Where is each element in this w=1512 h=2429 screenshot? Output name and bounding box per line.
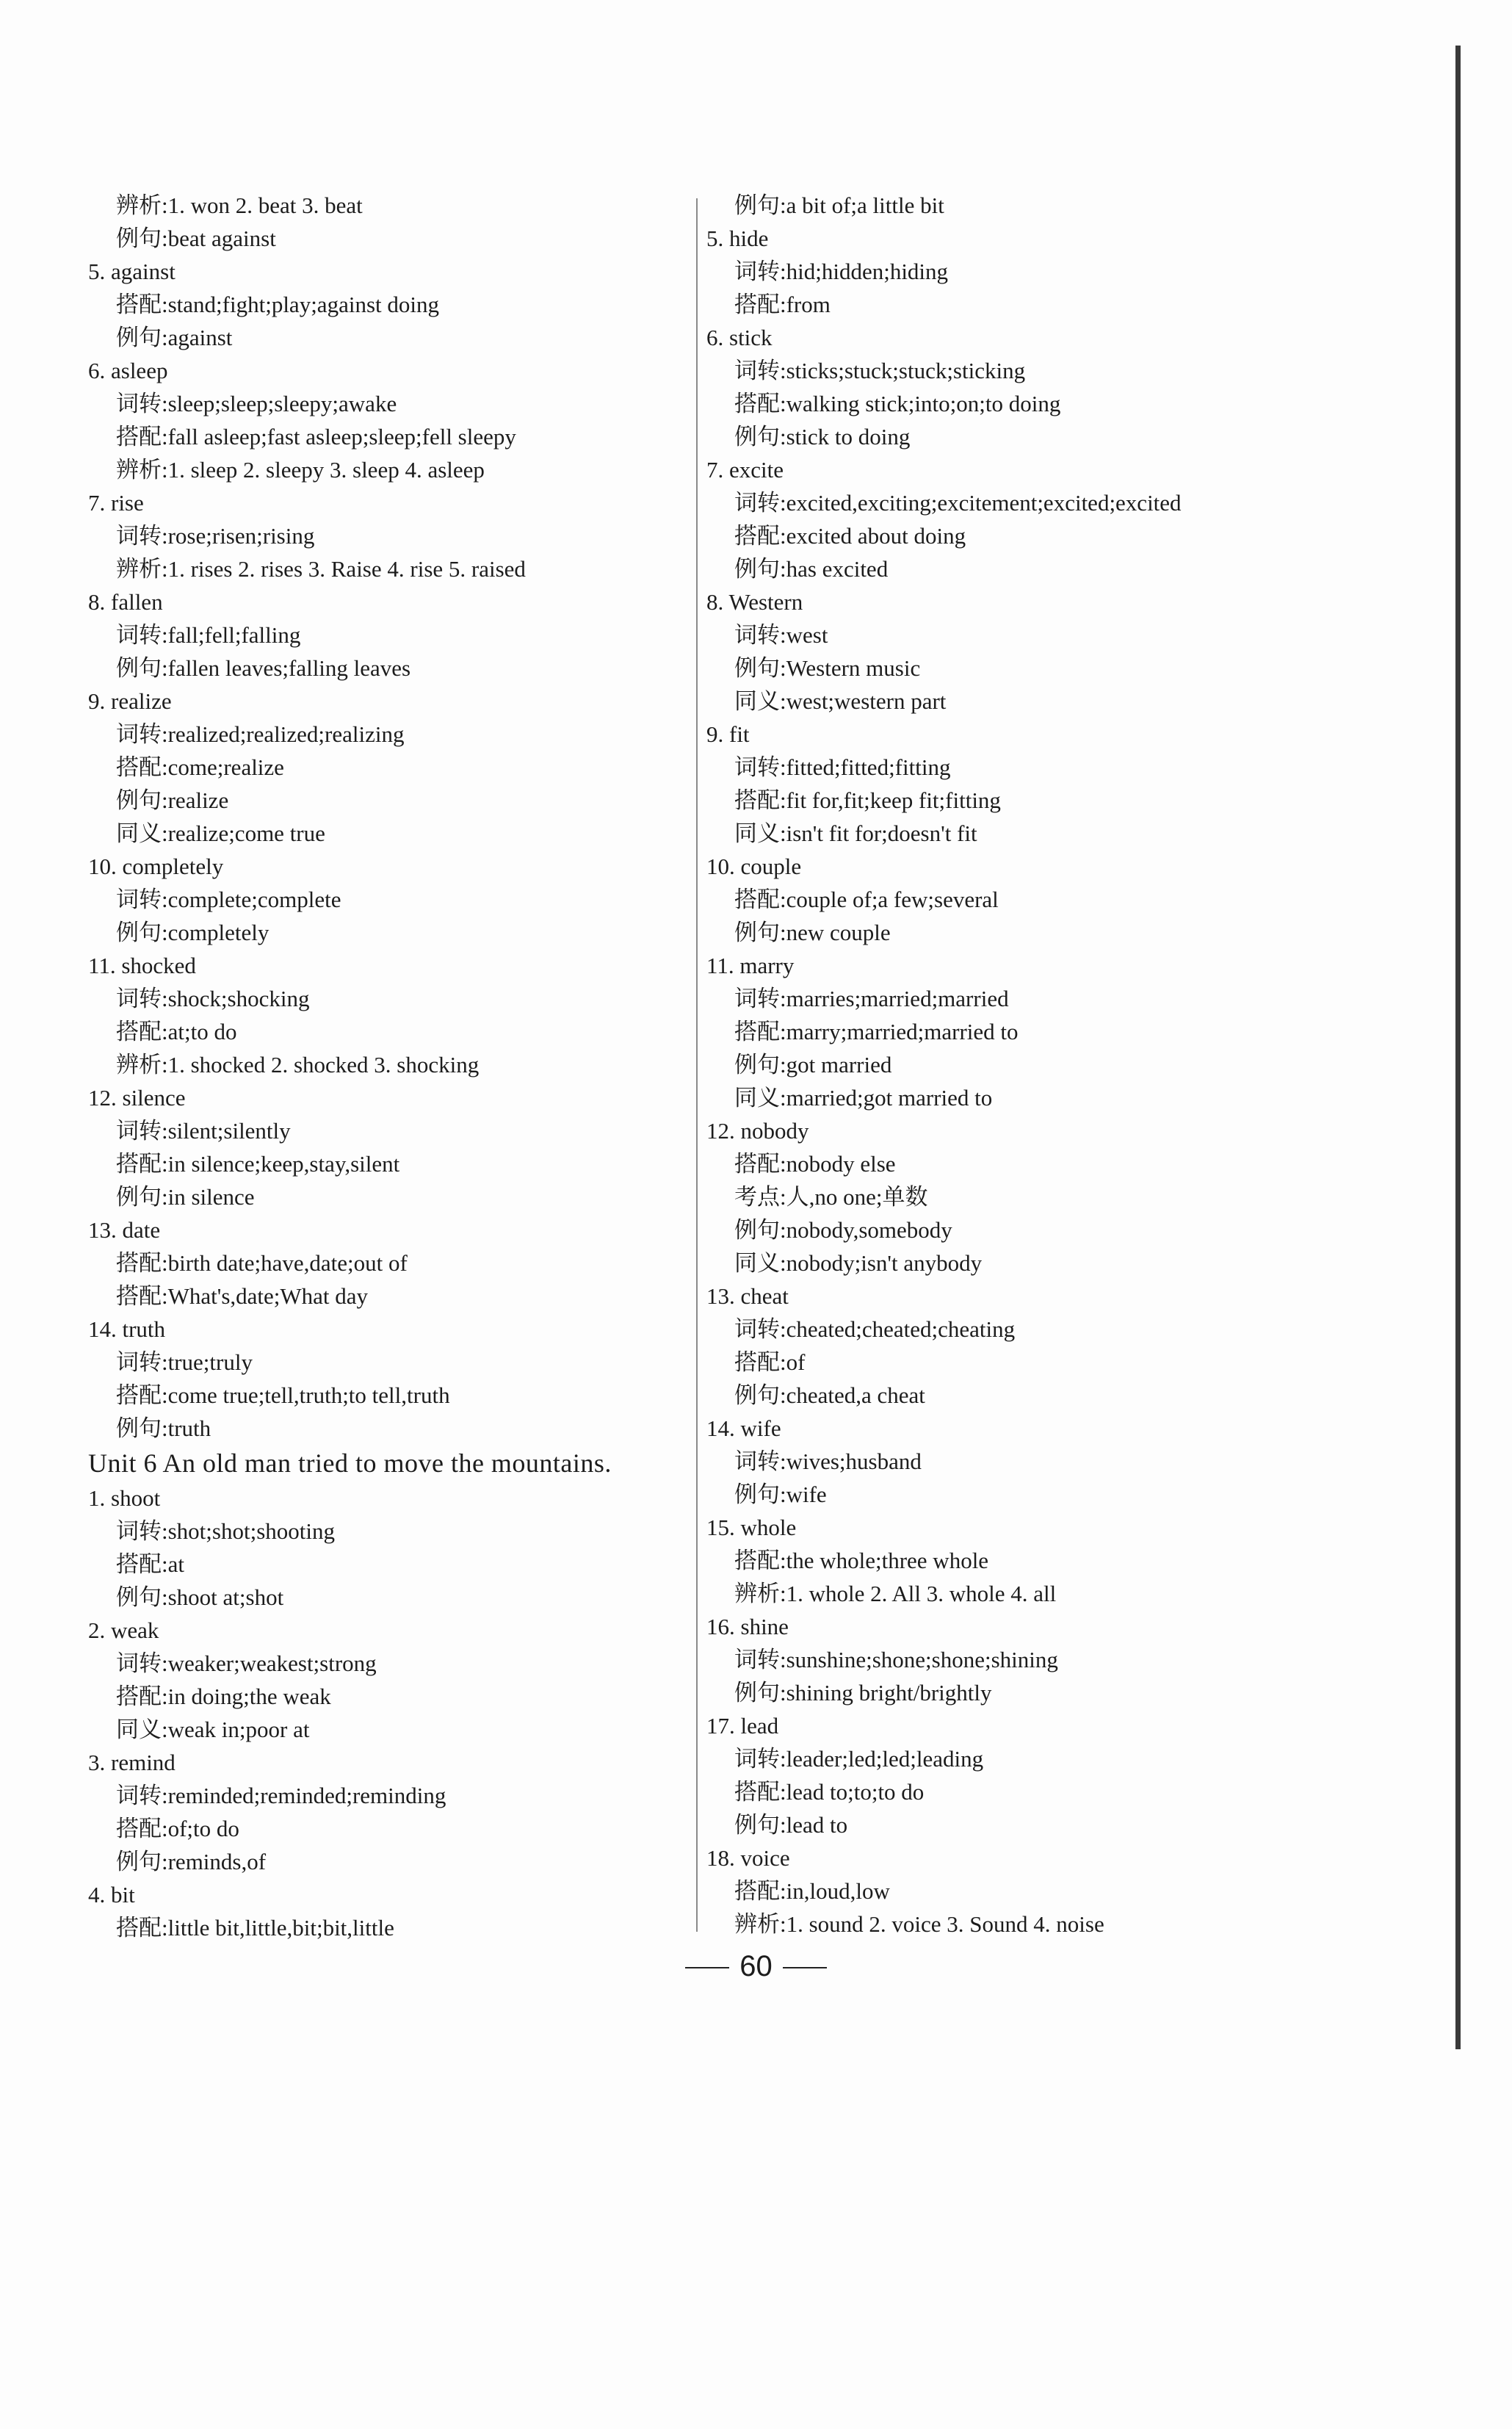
vocab-entry: 8. fallen <box>88 589 163 615</box>
vocab-note: 例句:stick to doing <box>734 424 911 450</box>
vocab-note: 搭配:in silence;keep,stay,silent <box>116 1151 400 1177</box>
vocab-note: 例句:cheated,a cheat <box>734 1382 925 1408</box>
vocab-note: 搭配:birth date;have,date;out of <box>116 1250 408 1276</box>
vocab-entry: 10. couple <box>706 853 802 879</box>
vocab-note: 词转:realized;realized;realizing <box>116 721 405 747</box>
vocab-note: 词转:west <box>734 622 828 648</box>
vocab-entry: 6. stick <box>706 325 773 350</box>
vocab-note: 搭配:in doing;the weak <box>116 1683 331 1709</box>
vocab-note: 例句:a bit of;a little bit <box>734 192 944 218</box>
vocab-note: 搭配:come true;tell,truth;to tell,truth <box>116 1382 450 1408</box>
vocab-entry: 6. asleep <box>88 358 168 383</box>
vocab-note: 搭配:couple of;a few;several <box>734 887 999 912</box>
column-divider <box>696 198 698 1932</box>
vocab-note: 同义:realize;come true <box>116 820 325 846</box>
vocab-note: 词转:silent;silently <box>116 1118 291 1144</box>
vocab-note: 词转:sticks;stuck;stuck;sticking <box>734 358 1026 383</box>
vocab-entry: 9. fit <box>706 721 750 747</box>
vocab-entry: 14. wife <box>706 1415 781 1441</box>
vocab-note: 例句:against <box>116 325 233 350</box>
vocab-note: 例句:nobody,somebody <box>734 1217 952 1243</box>
vocab-note: 搭配:stand;fight;play;against doing <box>116 292 439 317</box>
vocab-entry: 4. bit <box>88 1882 135 1908</box>
vocab-entry: 9. realize <box>88 688 172 714</box>
vocab-note: 辨析:1. sound 2. voice 3. Sound 4. noise <box>734 1911 1104 1937</box>
vocab-note: 同义:isn't fit for;doesn't fit <box>734 820 977 846</box>
vocab-note: 同义:nobody;isn't anybody <box>734 1250 983 1276</box>
vocab-entry: 5. against <box>88 259 176 284</box>
vocab-note: 辨析:1. won 2. beat 3. beat <box>116 192 363 218</box>
vocab-entry: 16. shine <box>706 1614 789 1639</box>
vocab-note: 例句:realize <box>116 787 229 813</box>
vocab-note: 词转:shock;shocking <box>116 986 310 1011</box>
vocab-note: 同义:west;western part <box>734 688 947 714</box>
vocab-note: 搭配:of;to do <box>116 1816 239 1841</box>
vocab-note: 同义:weak in;poor at <box>116 1717 310 1742</box>
vocab-note: 搭配:the whole;three whole <box>734 1548 989 1573</box>
vocab-entry: 15. whole <box>706 1515 797 1540</box>
vocab-note: 词转:complete;complete <box>116 887 341 912</box>
page-number <box>0 1950 1512 1983</box>
vocab-note: 例句:Western music <box>734 655 921 681</box>
vocab-note: 辨析:1. shocked 2. shocked 3. shocking <box>116 1052 480 1078</box>
vocab-note: 辨析:1. sleep 2. sleepy 3. sleep 4. asleep <box>116 457 485 483</box>
vocab-note: 词转:leader;led;led;leading <box>734 1746 984 1772</box>
vocab-entry: 5. hide <box>706 225 769 251</box>
vocab-entry: 12. silence <box>88 1085 186 1111</box>
vocab-note: 词转:sleep;sleep;sleepy;awake <box>116 391 397 416</box>
vocab-note: 搭配:What's,date;What day <box>116 1283 369 1309</box>
dash-left <box>685 1967 729 1968</box>
vocab-note: 例句:completely <box>116 920 270 945</box>
vocab-entry: 13. cheat <box>706 1283 789 1309</box>
vocab-entry: 18. voice <box>706 1845 790 1871</box>
vocab-note: 搭配:fit for,fit;keep fit;fitting <box>734 787 1001 813</box>
vocab-note: 同义:married;got married to <box>734 1085 993 1111</box>
vocab-entry: 13. date <box>88 1217 161 1243</box>
vocab-note: 辨析:1. rises 2. rises 3. Raise 4. rise 5. raised <box>116 556 526 582</box>
vocab-note: 搭配:lead to;to;to do <box>734 1779 925 1805</box>
vocab-note: 搭配:walking stick;into;on;to doing <box>734 391 1061 416</box>
vocab-entry: 7. rise <box>88 490 144 516</box>
vocab-note: 搭配:nobody else <box>734 1151 896 1177</box>
vocab-entry: 7. excite <box>706 457 784 483</box>
vocab-note: 词转:weaker;weakest;strong <box>116 1650 377 1676</box>
vocab-note: 词转:wives;husband <box>734 1448 922 1474</box>
vocab-note: 例句:in silence <box>116 1184 255 1210</box>
vocab-note: 搭配:from <box>734 292 831 317</box>
vocab-entry: 3. remind <box>88 1750 176 1775</box>
vocab-note: 词转:hid;hidden;hiding <box>734 259 949 284</box>
vocab-entry: 17. lead <box>706 1713 779 1739</box>
vocab-note: 例句:reminds,of <box>116 1849 267 1874</box>
vocab-note: 搭配:in,loud,low <box>734 1878 890 1904</box>
vocab-note: 词转:rose;risen;rising <box>116 523 315 549</box>
vocab-note: 例句:got married <box>734 1052 892 1078</box>
vocab-note: 词转:sunshine;shone;shone;shining <box>734 1647 1058 1672</box>
vocab-entry: 12. nobody <box>706 1118 809 1144</box>
vocab-note: 例句:wife <box>734 1481 827 1507</box>
vocab-note: 词转:excited,exciting;excitement;excited;excited <box>734 490 1182 516</box>
vocab-entry: 11. marry <box>706 953 795 978</box>
vocab-note: 例句:new couple <box>734 920 891 945</box>
vocab-entry: 14. truth <box>88 1316 166 1342</box>
vocab-note: 词转:marries;married;married <box>734 986 1009 1011</box>
vocab-note: 例句:lead to <box>734 1812 848 1838</box>
vocab-note: 例句:beat against <box>116 225 276 251</box>
vocab-note: 词转:cheated;cheated;cheating <box>734 1316 1016 1342</box>
left-column <box>88 189 690 1944</box>
vocab-note: 词转:reminded;reminded;reminding <box>116 1783 446 1808</box>
vocab-entry: 8. Western <box>706 589 803 615</box>
vocab-note: 搭配:at <box>116 1551 184 1577</box>
vocab-note: 搭配:little bit,little,bit;bit,little <box>116 1915 394 1941</box>
vocab-note: 词转:shot;shot;shooting <box>116 1518 335 1544</box>
vocab-note: 辨析:1. whole 2. All 3. whole 4. all <box>734 1581 1057 1606</box>
vocab-entry: 2. weak <box>88 1617 159 1643</box>
vocab-note: 搭配:marry;married;married to <box>734 1019 1019 1044</box>
vocab-note: 词转:true;truly <box>116 1349 253 1375</box>
vocab-note: 搭配:excited about doing <box>734 523 966 549</box>
vocab-note: 搭配:come;realize <box>116 754 284 780</box>
vocab-note: 搭配:of <box>734 1349 806 1375</box>
vocab-entry: 10. completely <box>88 853 224 879</box>
vocab-note: 考点:人,no one;单数 <box>734 1184 928 1210</box>
page-number-text: 60 <box>739 1950 773 1982</box>
vocab-entry: 11. shocked <box>88 953 196 978</box>
page-edge-shadow <box>1455 46 1461 2049</box>
vocab-note: 例句:fallen leaves;falling leaves <box>116 655 411 681</box>
vocab-note: 词转:fall;fell;falling <box>116 622 301 648</box>
vocab-entry: 1. shoot <box>88 1485 161 1511</box>
vocab-note: 词转:fitted;fitted;fitting <box>734 754 951 780</box>
vocab-note: 例句:has excited <box>734 556 889 582</box>
vocab-note: 例句:shoot at;shot <box>116 1584 284 1610</box>
vocab-note: 搭配:at;to do <box>116 1019 237 1044</box>
dash-right <box>783 1967 827 1968</box>
right-column <box>706 189 1353 1941</box>
vocab-note: 例句:shining bright/brightly <box>734 1680 992 1706</box>
vocab-note: 例句:truth <box>116 1415 211 1441</box>
unit-heading: Unit 6 An old man tried to move the mountains. <box>88 1448 612 1478</box>
vocab-note: 搭配:fall asleep;fast asleep;sleep;fell sleepy <box>116 424 516 450</box>
